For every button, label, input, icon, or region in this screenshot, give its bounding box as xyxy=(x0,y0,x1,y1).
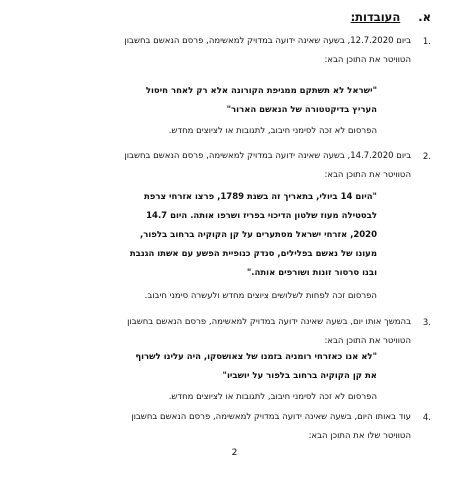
item-intro xyxy=(61,32,411,70)
quote-line: 2020, אזרחי ישראל מסתערים על קן הקוקיה ברחוב בלפור, xyxy=(140,230,377,240)
section-heading xyxy=(351,10,431,24)
intro-line: ביום 12.7.2020, בשעה שאינה ידועה במדויק למאשימה, פרסם הנאשם בחשבון xyxy=(124,36,411,46)
item-number: 2. xyxy=(422,152,431,162)
item-number: 3. xyxy=(422,318,431,328)
item-number: 4. xyxy=(422,413,431,423)
item-quote xyxy=(97,348,377,386)
quote-line: מעונו של נאשם בפלילים, סנדק כנופיית הפשע עם אשתו הגנבת xyxy=(129,249,377,259)
section-title: העובדות: xyxy=(350,10,401,24)
quote-line: "היום 14 ביולי, בתאריך זה בשנת 1789, פרצו אזרחי צרפת xyxy=(143,192,377,202)
quote-line: "ישראל לא תשתקם ממגיפת הקורונה אלא רק לאחר חיסול xyxy=(145,86,377,96)
quote-line: ובנו סרסור זונות ושורפים אותה." xyxy=(246,268,377,278)
page-number: 2 xyxy=(231,448,238,458)
item-intro xyxy=(61,313,411,351)
quote-line: לבסטילה מעוז שלטון הדיכוי בפריז ושרפו אותה. היום 14.7 xyxy=(146,211,377,221)
item-number: 1. xyxy=(422,37,431,47)
intro-line: עוד באותו היום, בשעה שאינה ידועה במדויק למאשימה, פרסם הנאשם בחשבון xyxy=(131,412,411,422)
item-outcome: הפרסום לא זכה לסימני חיבוב, לתגובות או לציוצים מחדש. xyxy=(168,126,377,136)
item-quote xyxy=(97,188,377,283)
intro-line: הטוויטר שלו את התוכן הבא: xyxy=(308,431,411,441)
item-outcome: הפרסום זכה לפחות לשלושים ציוצים מחדש ולעשרה סימני חיבוב. xyxy=(144,291,377,301)
section-letter: א. xyxy=(418,10,431,24)
item-intro xyxy=(61,408,411,446)
quote-line: את קן הקוקיה ברחוב בלפור על יושביו" xyxy=(222,371,377,381)
intro-line: הטוויטר את התוכן הבא: xyxy=(324,55,411,65)
intro-line: ביום 14.7.2020, בשעה שאינה ידועה במדויק למאשימה, פרסם הנאשם בחשבון xyxy=(124,151,411,161)
intro-line: הטוויטר את התוכן הבא: xyxy=(324,336,411,346)
quote-line: העריץ בדיקטטורה של הנאשם הארור" xyxy=(226,105,377,115)
intro-line: בהמשך אותו יום, בשעה שאינה ידועה במדויק למאשימה, פרסם הנאשם בחשבון xyxy=(127,317,411,327)
intro-line: הטוויטר את התוכן הבא: xyxy=(324,170,411,180)
quote-line: "לא אנו כאזרחי רומניה בזמנו של צאושסקו, היה עלינו לשרוף xyxy=(135,352,377,362)
item-outcome: הפרסום לא זכה לסימני חיבוב, לתגובות או לציוצים מחדש. xyxy=(168,392,377,402)
item-intro xyxy=(61,147,411,185)
item-quote xyxy=(97,82,377,120)
